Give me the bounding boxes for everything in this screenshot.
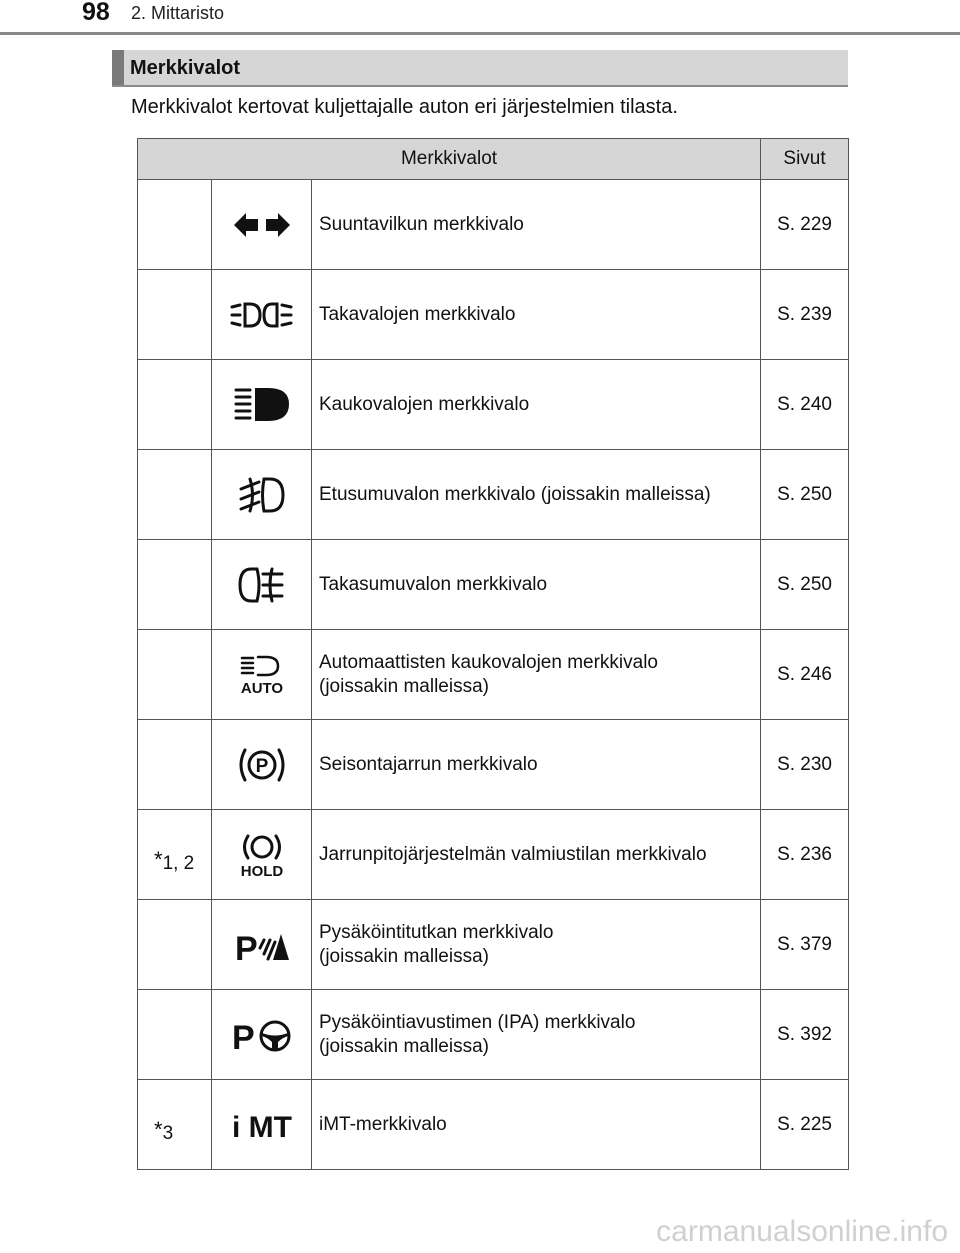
page-number: 98 bbox=[82, 0, 110, 26]
indicator-description bbox=[312, 810, 761, 900]
table-row bbox=[138, 1080, 849, 1170]
table-row bbox=[138, 990, 849, 1080]
page-reference: S. 229 bbox=[761, 180, 849, 270]
description-line: Etusumuvalon merkkivalo (joissakin malleissa) bbox=[319, 483, 711, 505]
front-fog-light-icon bbox=[237, 476, 287, 514]
page-reference: S. 239 bbox=[761, 270, 849, 360]
page-reference: S. 250 bbox=[761, 450, 849, 540]
indicator-description bbox=[312, 630, 761, 720]
footnote-ref: 3 bbox=[162, 1122, 174, 1144]
icon-cell bbox=[212, 720, 312, 810]
indicator-description bbox=[312, 540, 761, 630]
table-row bbox=[138, 180, 849, 270]
page-reference: S. 392 bbox=[761, 990, 849, 1080]
parking-brake-icon bbox=[236, 745, 288, 785]
p-label: P bbox=[255, 755, 268, 777]
auto-high-beam-icon bbox=[236, 655, 288, 695]
indicator-description bbox=[312, 900, 761, 990]
description-line: Automaattisten kaukovalojen merkkivalo bbox=[319, 651, 659, 673]
row-note bbox=[138, 450, 212, 540]
icon-cell bbox=[212, 1080, 312, 1170]
indicator-description bbox=[312, 270, 761, 360]
auto-label: AUTO bbox=[240, 679, 283, 695]
table-row bbox=[138, 900, 849, 990]
description-line: Takasumuvalon merkkivalo bbox=[319, 573, 548, 595]
indicator-description bbox=[312, 360, 761, 450]
rear-fog-light-icon bbox=[237, 566, 287, 604]
parking-sensor-icon bbox=[233, 926, 291, 964]
section-title: Merkkivalot bbox=[130, 57, 241, 79]
row-note bbox=[138, 810, 212, 900]
indicator-description bbox=[312, 180, 761, 270]
description-line: Jarrunpitojärjestelmän valmiustilan merkkivalo bbox=[319, 843, 707, 865]
icon-cell bbox=[212, 360, 312, 450]
indicator-description bbox=[312, 450, 761, 540]
description-line: (joissakin malleissa) bbox=[319, 1035, 489, 1057]
row-note bbox=[138, 630, 212, 720]
indicator-description bbox=[312, 990, 761, 1080]
icon-cell bbox=[212, 630, 312, 720]
description-line: Pysäköintitutkan merkkivalo bbox=[319, 921, 554, 943]
row-note bbox=[138, 270, 212, 360]
icon-cell bbox=[212, 270, 312, 360]
high-beam-icon bbox=[232, 386, 292, 424]
description-line: Suuntavilkun merkkivalo bbox=[319, 213, 524, 235]
page-reference: S. 230 bbox=[761, 720, 849, 810]
footnote-ref: 1, 2 bbox=[162, 852, 195, 874]
icon-cell bbox=[212, 180, 312, 270]
chapter-title: 2. Mittaristo bbox=[131, 3, 225, 23]
description-line: Seisontajarrun merkkivalo bbox=[319, 753, 538, 775]
imt-label: i MT bbox=[231, 1110, 292, 1142]
page-reference: S. 250 bbox=[761, 540, 849, 630]
tail-light-icon bbox=[230, 299, 294, 331]
icon-cell bbox=[212, 900, 312, 990]
row-note bbox=[138, 180, 212, 270]
p-label: P bbox=[231, 1018, 255, 1054]
intro-text: Merkkivalot kertovat kuljettajalle auton eri järjestelmien tilasta. bbox=[131, 96, 678, 118]
icon-cell bbox=[212, 540, 312, 630]
watermark: carmanualsonline.info bbox=[656, 1215, 948, 1248]
description-line: Kaukovalojen merkkivalo bbox=[319, 393, 530, 415]
row-note bbox=[138, 1080, 212, 1170]
turn-signal-arrows-icon bbox=[232, 210, 292, 240]
row-note bbox=[138, 540, 212, 630]
page-reference: S. 225 bbox=[761, 1080, 849, 1170]
icon-cell bbox=[212, 990, 312, 1080]
description-line: iMT-merkkivalo bbox=[319, 1113, 447, 1135]
hold-label: HOLD bbox=[240, 862, 283, 878]
indicator-description bbox=[312, 1080, 761, 1170]
description-line: Pysäköintiavustimen (IPA) merkkivalo bbox=[319, 1011, 636, 1033]
asterisk-icon: * bbox=[154, 846, 163, 872]
row-note bbox=[138, 360, 212, 450]
table-row bbox=[138, 810, 849, 900]
brake-hold-icon bbox=[236, 832, 288, 878]
indicator-table bbox=[137, 138, 849, 1170]
p-label: P bbox=[234, 929, 258, 964]
description-line: Takavalojen merkkivalo bbox=[319, 303, 516, 325]
page-reference: S. 240 bbox=[761, 360, 849, 450]
parking-assist-icon bbox=[232, 1016, 292, 1054]
asterisk-icon: * bbox=[154, 1116, 163, 1142]
table-row bbox=[138, 720, 849, 810]
table-row bbox=[138, 450, 849, 540]
table-row bbox=[138, 270, 849, 360]
row-note bbox=[138, 900, 212, 990]
header-pages: Sivut bbox=[761, 139, 849, 180]
indicator-description bbox=[312, 720, 761, 810]
table-row bbox=[138, 630, 849, 720]
description-line: (joissakin malleissa) bbox=[319, 945, 489, 967]
section-accent bbox=[112, 50, 124, 85]
header-indicators: Merkkivalot bbox=[138, 139, 761, 180]
table-header-row bbox=[138, 139, 849, 180]
table-row bbox=[138, 540, 849, 630]
row-note bbox=[138, 990, 212, 1080]
table-row bbox=[138, 360, 849, 450]
page-reference: S. 246 bbox=[761, 630, 849, 720]
row-note bbox=[138, 720, 212, 810]
header-divider bbox=[0, 32, 960, 35]
page-reference: S. 379 bbox=[761, 900, 849, 990]
icon-cell bbox=[212, 810, 312, 900]
icon-cell bbox=[212, 450, 312, 540]
page-reference: S. 236 bbox=[761, 810, 849, 900]
description-line: (joissakin malleissa) bbox=[319, 675, 489, 697]
imt-icon bbox=[230, 1108, 294, 1142]
